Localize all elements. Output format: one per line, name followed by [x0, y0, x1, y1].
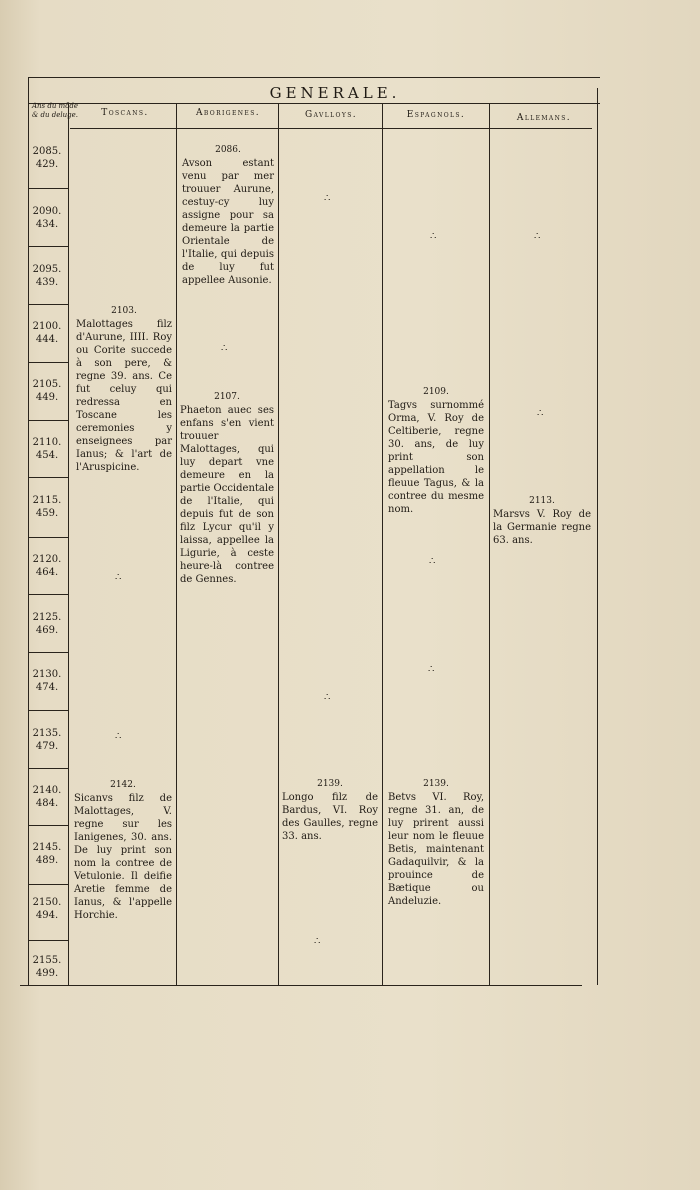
filler-dots: ∴ — [324, 692, 332, 703]
entry-text: Malottages filz d'Aurune, IIII. Roy ou Corite succede à son pere, & regne 39. ans. Ce fut celuy qui redressa en Toscane les ceremonies y enseignees par Ianus; & l'art de l'Aruspicine. — [76, 319, 172, 473]
filler-dots: ∴ — [429, 556, 437, 567]
entry-toscans-2103 — [76, 305, 172, 474]
year-separator — [28, 304, 68, 305]
column-head-allemans: Allemans. — [516, 113, 572, 123]
years-head-line-2: & du deluge. — [32, 111, 78, 119]
year-separator — [28, 477, 68, 478]
right-border — [597, 88, 598, 985]
year-label: 2150. 494. — [32, 897, 62, 921]
year-separator — [28, 652, 68, 653]
bottom-rule — [20, 985, 582, 986]
year-label: 2145. 489. — [32, 842, 62, 866]
column-head-espagnols: Espagnols. — [406, 110, 466, 120]
entry-aborigenes-2107 — [180, 391, 274, 586]
year-separator — [28, 362, 68, 363]
filler-dots: ∴ — [324, 193, 332, 204]
year-label: 2115. 459. — [32, 495, 62, 519]
filler-dots: ∴ — [221, 343, 229, 354]
entry-allemans-2113 — [493, 495, 591, 547]
entry-text: Avson estant venu par mer trouuer Aurune, cestuy-cy luy assigne pour sa demeure la partie Orientale de l'Italie, qui depuis de luy fut appellee Ausonie. — [182, 158, 274, 286]
top-rule — [28, 77, 600, 78]
year-label: 2140. 484. — [32, 785, 62, 809]
years-head-line-1: Ans du mõde — [31, 102, 79, 110]
year-label: 2155. 499. — [32, 955, 62, 979]
entry-year: 2113. — [529, 496, 555, 506]
page-title: GENERALE. — [269, 84, 401, 102]
column-head-rule — [70, 128, 592, 129]
entry-aborigenes-2086 — [182, 144, 274, 287]
entry-year: 2103. — [111, 306, 137, 316]
entry-text: Tagvs surnommé Orma, V. Roy de Celtiberie, regne 30. ans, de luy print son appellation le fleuue Tagus, & la contree du mesme nom. — [388, 400, 484, 515]
entry-text: Marsvs V. Roy de la Germanie regne 63. ans. — [493, 509, 591, 546]
year-label: 2110. 454. — [32, 437, 62, 461]
entry-espagnols-2109 — [388, 386, 484, 516]
entry-espagnols-2139 — [388, 778, 484, 908]
year-separator — [28, 420, 68, 421]
entry-text: Longo filz de Bardus, VI. Roy des Gaulles, regne 33. ans. — [282, 792, 378, 842]
entry-year: 2109. — [423, 387, 449, 397]
entry-gaulloys-2139 — [282, 778, 378, 843]
column-head-gaulloys: Gavlloys. — [305, 110, 357, 120]
entry-toscans-2142 — [74, 779, 172, 922]
column-border-toscans — [176, 103, 177, 985]
entry-year: 2139. — [423, 779, 449, 789]
entry-year: 2086. — [215, 145, 241, 155]
year-label: 2125. 469. — [32, 612, 62, 636]
year-separator — [28, 768, 68, 769]
year-label: 2135. 479. — [32, 728, 62, 752]
column-border-gaulloys — [382, 103, 383, 985]
year-label: 2095. 439. — [32, 264, 62, 288]
entry-year: 2107. — [214, 392, 240, 402]
years-column-border — [68, 103, 69, 985]
year-separator — [28, 940, 68, 941]
filler-dots: ∴ — [314, 936, 322, 947]
year-label: 2085. 429. — [32, 146, 62, 170]
column-border-espagnols — [489, 103, 490, 985]
year-label: 2090. 434. — [32, 206, 62, 230]
left-border — [28, 77, 29, 985]
filler-dots: ∴ — [430, 231, 438, 242]
column-head-aborigenes: Aborigenes. — [195, 108, 260, 118]
entry-year: 2139. — [317, 779, 343, 789]
year-label: 2100. 444. — [32, 321, 62, 345]
years-column-head — [30, 102, 80, 120]
year-separator — [28, 537, 68, 538]
entry-text: Betvs VI. Roy, regne 31. an, de luy prirent aussi leur nom le fleuue Betis, maintenant Gadaquilvir, & la prouince de Bætique ou Andeluzie. — [388, 792, 484, 907]
header-rule — [28, 103, 600, 104]
entry-year: 2142. — [110, 780, 136, 790]
filler-dots: ∴ — [115, 572, 123, 583]
year-label: 2105. 449. — [32, 379, 62, 403]
entry-text: Phaeton auec ses enfans s'en vient trouuer Malottages, qui luy depart vne demeure en la partie Occidentale de l'Italie, qui depuis fut de son filz Lycur qu'il y laissa, appellee la Ligurie, à ceste heure-là contree de Gennes. — [180, 405, 274, 585]
year-label: 2120. 464. — [32, 554, 62, 578]
year-separator — [28, 710, 68, 711]
year-label: 2130. 474. — [32, 669, 62, 693]
year-separator — [28, 188, 68, 189]
column-head-toscans: Toscans. — [101, 108, 149, 118]
filler-dots: ∴ — [115, 731, 123, 742]
year-separator — [28, 594, 68, 595]
year-separator — [28, 884, 68, 885]
year-separator — [28, 825, 68, 826]
filler-dots: ∴ — [537, 408, 545, 419]
filler-dots: ∴ — [428, 664, 436, 675]
column-border-aborigenes — [278, 103, 279, 985]
entry-text: Sicanvs filz de Malottages, V. regne sur les Ianigenes, 30. ans. De luy print son nom la contree de Vetulonie. Il deifie Aretie femme de Ianus, & l'appelle Horchie. — [74, 793, 172, 921]
year-separator — [28, 246, 68, 247]
filler-dots: ∴ — [534, 231, 542, 242]
